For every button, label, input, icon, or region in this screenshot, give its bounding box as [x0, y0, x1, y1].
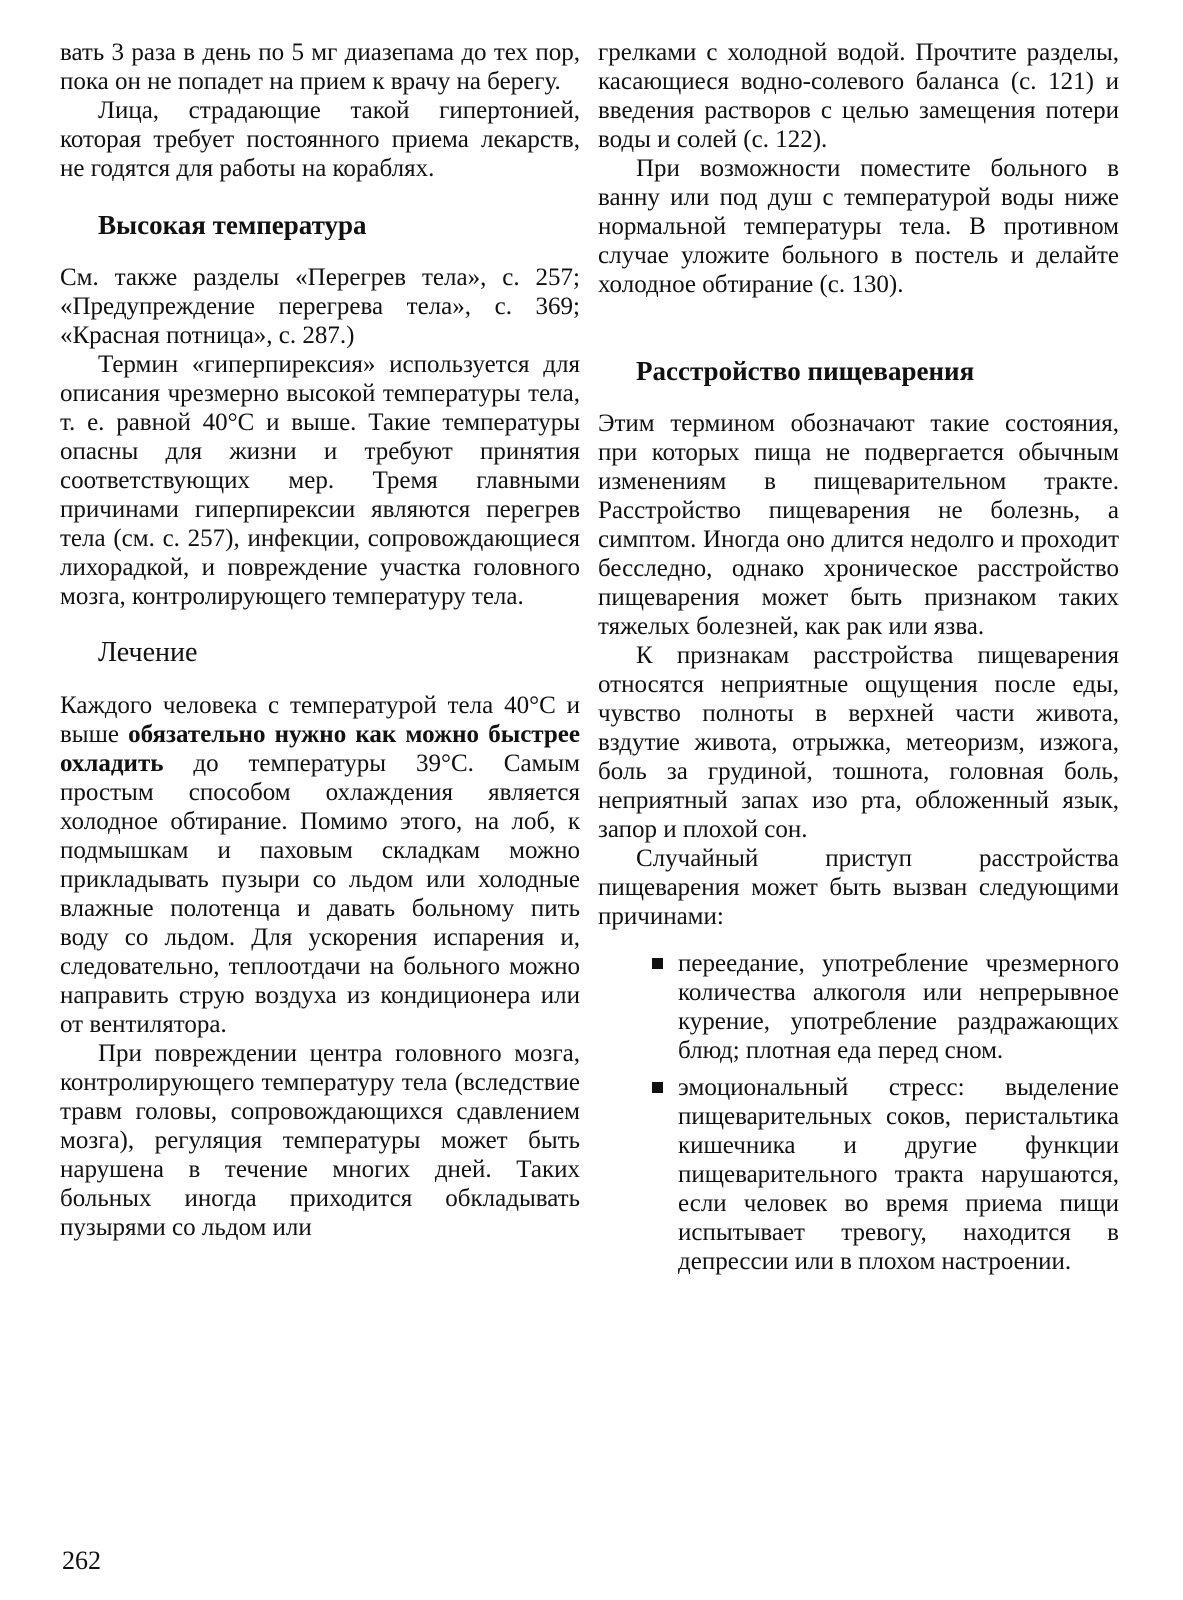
- treatment-emphasis: обязательно нужно как можно быстрее охладить: [60, 721, 580, 777]
- list-item-text: переедание, употребление чрезмерного количества алкоголя или непрерывное курение, употребление раздражающих блюд; плотная еда перед сном.: [678, 950, 1119, 1064]
- heading-treatment: Лечение: [98, 637, 198, 668]
- right-column: [598, 38, 1119, 1284]
- paragraph-continuation: вать 3 раза в день по 5 мг диазепама до тех пор, пока он не попадет на прием к врачу на берегу.: [60, 39, 580, 95]
- left-column: [60, 38, 580, 1242]
- paragraph-brain-injury: При повреждении центра головного мозга, контролирующего температуру тела (вследствие травм головы, сопровождающихся сдавлением мозга), регуляция температуры может быть нарушена в течение многих дней. Таких больных иногда приходится обкладывать пузырями со льдом или: [60, 1040, 580, 1241]
- paragraph-signs: К признакам расстройства пищеварения относятся неприятные ощущения после еды, чувство полноты в верхней части живота, вздутие живота, отрыжка, метеоризм, изжога, боль за грудиной, тошнота, головная боль, неприятный запах изо рта, обложенный язык, запор и плохой сон.: [598, 642, 1119, 843]
- treatment-text-end: до температуры 39°С. Самым простым способом охлаждения является холодное обтирание. Помимо этого, на лоб, к подмышкам и паховым складкам можно прикладывать пузыри со льдом или холодные влажные полотенца и давать больному пить воду со льдом. Для ускорения испарения и, следовательно, теплоотдачи на больного можно направить струю воздуха из кондиционера или от вентилятора.: [60, 750, 580, 1038]
- square-bullet-icon: [652, 958, 663, 969]
- page-number: 262: [62, 1546, 101, 1575]
- paragraph-definition: Этим термином обозначают такие состояния, при которых пища не подвергается обычным изменениям в пищеварительном тракте. Расстройство пищеварения не болезнь, а симптом. Иногда оно длится недолго и проходит бесследно, однако хроническое расстройство пищеварения может быть признаком таких тяжелых болезней, как рак или язва.: [598, 410, 1119, 640]
- treatment-text-start: Каждого человека с температурой тела 40°С и выше: [60, 692, 580, 748]
- paragraph-causes: Случайный приступ расстройства пищеварения может быть вызван следующими причинами:: [598, 845, 1119, 930]
- paragraph-hyperpyrexia: Термин «гиперпирексия» используется для описания чрезмерно высокой температуры тела, т. е. равной 40°С и выше. Такие температуры опасны для жизни и требуют принятия соответствующих мер. Тремя главными причинами гиперпирексии являются перегрев тела (см. с. 257), инфекции, сопровождающиеся лихорадкой, и повреждение участка головного мозга, контролирующего температуру тела.: [60, 351, 580, 610]
- heading-high-temperature: Высокая температура: [98, 210, 367, 240]
- list-item: [678, 949, 1119, 1065]
- paragraph-treatment: [60, 691, 580, 1039]
- paragraph-hypertension: Лица, страдающие такой гипертонией, которая требует постоянного приема лекарств, не годятся для работы на кораблях.: [60, 97, 580, 182]
- heading-indigestion: Расстройство пищеварения: [636, 356, 975, 386]
- causes-list: [598, 949, 1119, 1276]
- paragraph-continuation-right: грелками с холодной водой. Прочтите разделы, касающиеся водно-солевого баланса (с. 121) и введения растворов с целью замещения потери воды и солей (с. 122).: [598, 39, 1119, 153]
- square-bullet-icon: [652, 1082, 663, 1093]
- paragraph-bath: При возможности поместите больного в ванну или под душ с температурой воды ниже нормальной температуры тела. В противном случае уложите больного в постель и делайте холодное обтирание (с. 130).: [598, 155, 1119, 298]
- list-item-text: эмоциональный стресс: выделение пищеварительных соков, перистальтика кишечника и другие функции пищеварительного тракта нарушаются, если человек во время приема пищи испытывает тревогу, находится в депрессии или в плохом настроении.: [678, 1074, 1119, 1275]
- list-item: [678, 1073, 1119, 1276]
- paragraph-see-also: См. также разделы «Перегрев тела», с. 257; «Предупреждение перегрева тела», с. 369; «Красная потница», с. 287.): [60, 264, 580, 349]
